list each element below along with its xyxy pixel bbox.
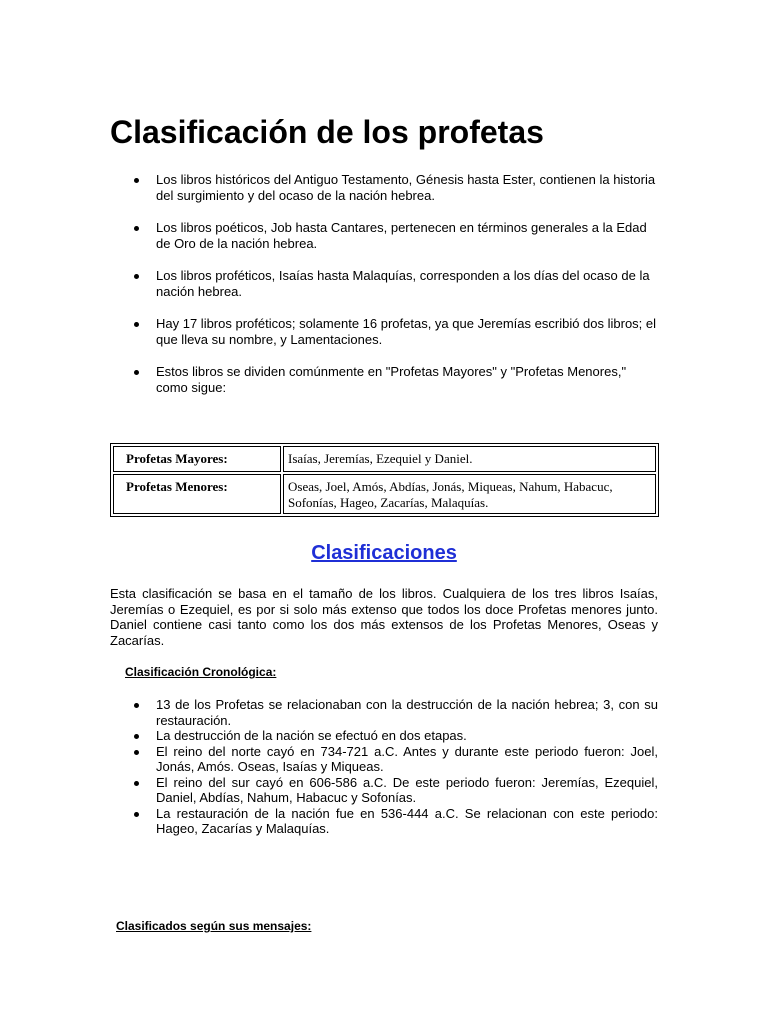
prophets-table <box>110 443 659 517</box>
messages-heading: Clasificados según sus mensajes: <box>116 919 312 933</box>
page-title: Clasificación de los profetas <box>110 114 544 150</box>
chronological-heading: Clasificación Cronológica: <box>125 665 277 679</box>
list-item: Estos libros se dividen comúnmente en "Profetas Mayores" y "Profetas Menores," como sigue: <box>110 364 658 396</box>
list-item: La restauración de la nación fue en 536-444 a.C. Se relacionan con este periodo: Hageo, Zacarías y Malaquías. <box>110 806 658 837</box>
table-header-cell: Profetas Menores: <box>113 474 281 514</box>
table-header-cell: Profetas Mayores: <box>113 446 281 472</box>
table-value-cell: Isaías, Jeremías, Ezequiel y Daniel. <box>283 446 656 472</box>
chronological-bullet-list <box>110 697 658 837</box>
list-item: El reino del norte cayó en 734-721 a.C. Antes y durante este periodo fueron: Joel, Jonás, Amós. Oseas, Isaías y Miqueas. <box>110 744 658 775</box>
intro-bullet-list <box>110 172 658 412</box>
list-item: La destrucción de la nación se efectuó en dos etapas. <box>110 728 658 744</box>
table-value-cell: Oseas, Joel, Amós, Abdías, Jonás, Miqueas, Nahum, Habacuc, Sofonías, Hageo, Zacarías, Malaquías. <box>283 474 656 514</box>
list-item: Los libros históricos del Antiguo Testamento, Génesis hasta Ester, contienen la historia del surgimiento y del ocaso de la nación hebrea. <box>110 172 658 204</box>
list-item: El reino del sur cayó en 606-586 a.C. De este periodo fueron: Jeremías, Ezequiel, Daniel, Abdías, Nahum, Habacuc y Sofonías. <box>110 775 658 806</box>
section-paragraph: Esta clasificación se basa en el tamaño de los libros. Cualquiera de los tres libros Isaías, Jeremías o Ezequiel, es por si solo más extenso que todos los doce Profetas menores junto. Daniel contiene casi tanto como los dos más extensos de los Profetas Menores, Oseas y Zacarías. <box>110 586 658 648</box>
section-title-clasificaciones: Clasificaciones <box>311 542 457 564</box>
table-row <box>113 446 656 472</box>
list-item: Los libros poéticos, Job hasta Cantares, pertenecen en términos generales a la Edad de Oro de la nación hebrea. <box>110 220 658 252</box>
list-item: Los libros proféticos, Isaías hasta Malaquías, corresponden a los días del ocaso de la nación hebrea. <box>110 268 658 300</box>
list-item: Hay 17 libros proféticos; solamente 16 profetas, ya que Jeremías escribió dos libros; el que lleva su nombre, y Lamentaciones. <box>110 316 658 348</box>
table-row <box>113 474 656 514</box>
list-item: 13 de los Profetas se relacionaban con la destrucción de la nación hebrea; 3, con su restauración. <box>110 697 658 728</box>
